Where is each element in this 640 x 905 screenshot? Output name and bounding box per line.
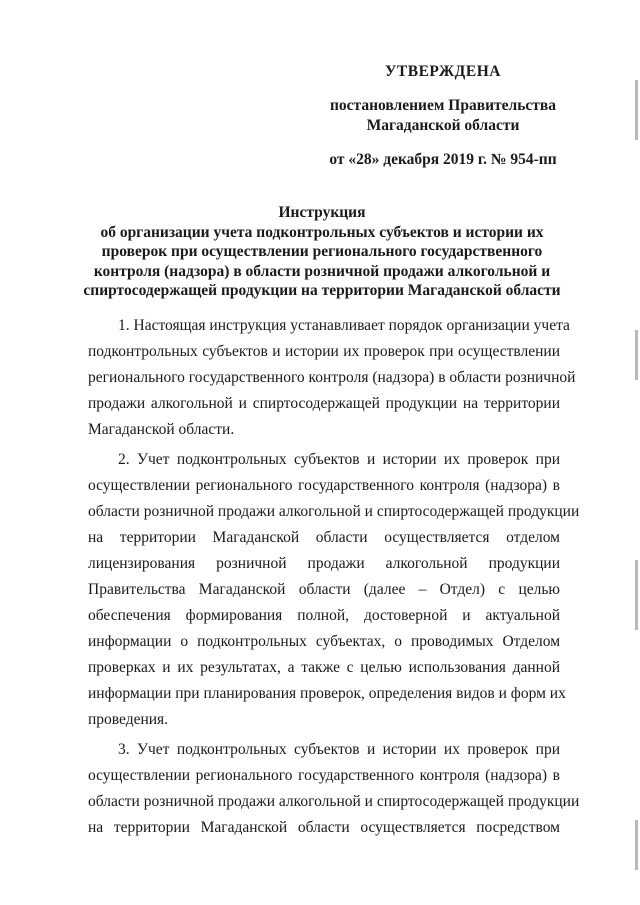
- body-line: регионального государственного контроля (надзора) в области розничной: [88, 369, 576, 386]
- approval-title: УТВЕРЖДЕНА: [385, 63, 501, 80]
- body-line: на территории Магаданской области осуществляется посредством: [88, 819, 560, 836]
- heading-line: спиртосодержащей продукции на территории Магаданской области: [83, 282, 561, 299]
- body-line: 1. Настоящая инструкция устанавливает порядок организации учета: [118, 317, 570, 334]
- body-line: 2. Учет подконтрольных субъектов и истории их проверок при: [118, 451, 560, 468]
- paragraph-3: [88, 737, 580, 841]
- body-line: подконтрольных субъектов и истории их проверок при осуществлении: [88, 343, 560, 360]
- document-body: [88, 313, 580, 841]
- approval-stamp-block: [318, 62, 568, 170]
- heading-line: контроля (надзора) в области розничной продажи алкогольной и: [93, 262, 551, 280]
- scan-edge-marks: [630, 60, 638, 880]
- body-line: обеспечения формирования полной, достоверной и актуальной: [88, 607, 560, 624]
- paragraph-2: [88, 447, 580, 733]
- body-line: проверках и их результатах, а также с целью использования данной: [88, 659, 560, 676]
- scan-mark: [635, 820, 638, 870]
- heading-title: Инструкция: [278, 204, 366, 221]
- paragraph-1: [88, 313, 576, 443]
- heading-line: об организации учета подконтрольных субъектов и истории их: [100, 223, 544, 241]
- scan-mark: [635, 330, 638, 380]
- body-line: 3. Учет подконтрольных субъектов и истории их проверок при: [118, 741, 560, 758]
- heading-line: проверок при осуществлении регионального государственного: [101, 243, 543, 260]
- body-line: области розничной продажи алкогольной и спиртосодержащей продукции: [88, 793, 580, 810]
- body-line: осуществлении регионального государственного контроля (надзора) в: [88, 477, 560, 494]
- body-line: на территории Магаданской области осуществляется отделом: [88, 529, 560, 546]
- body-line: продажи алкогольной и спиртосодержащей продукции на территории: [88, 395, 560, 412]
- body-line: области розничной продажи алкогольной и спиртосодержащей продукции: [88, 503, 580, 520]
- body-line: проведения.: [88, 711, 169, 728]
- body-line: Магаданской области.: [88, 421, 235, 438]
- approval-line-2: Магаданской области: [366, 117, 520, 134]
- body-line: информации о подконтрольных субъектах, о проводимых Отделом: [88, 633, 560, 650]
- approval-date: от «28» декабря 2019 г. № 954-пп: [329, 151, 557, 168]
- scan-mark: [635, 560, 638, 630]
- body-line: осуществлении регионального государственного контроля (надзора) в: [88, 767, 560, 784]
- body-line: информации при планирования проверок, определения видов и форм их: [88, 685, 566, 702]
- body-line: лицензирования розничной продажи алкогольной продукции: [88, 555, 560, 572]
- body-line: Правительства Магаданской области (далее – Отдел) с целью: [88, 581, 560, 598]
- document-heading: [82, 203, 562, 301]
- scan-mark: [635, 80, 638, 140]
- approval-line-1: постановлением Правительства: [329, 97, 557, 114]
